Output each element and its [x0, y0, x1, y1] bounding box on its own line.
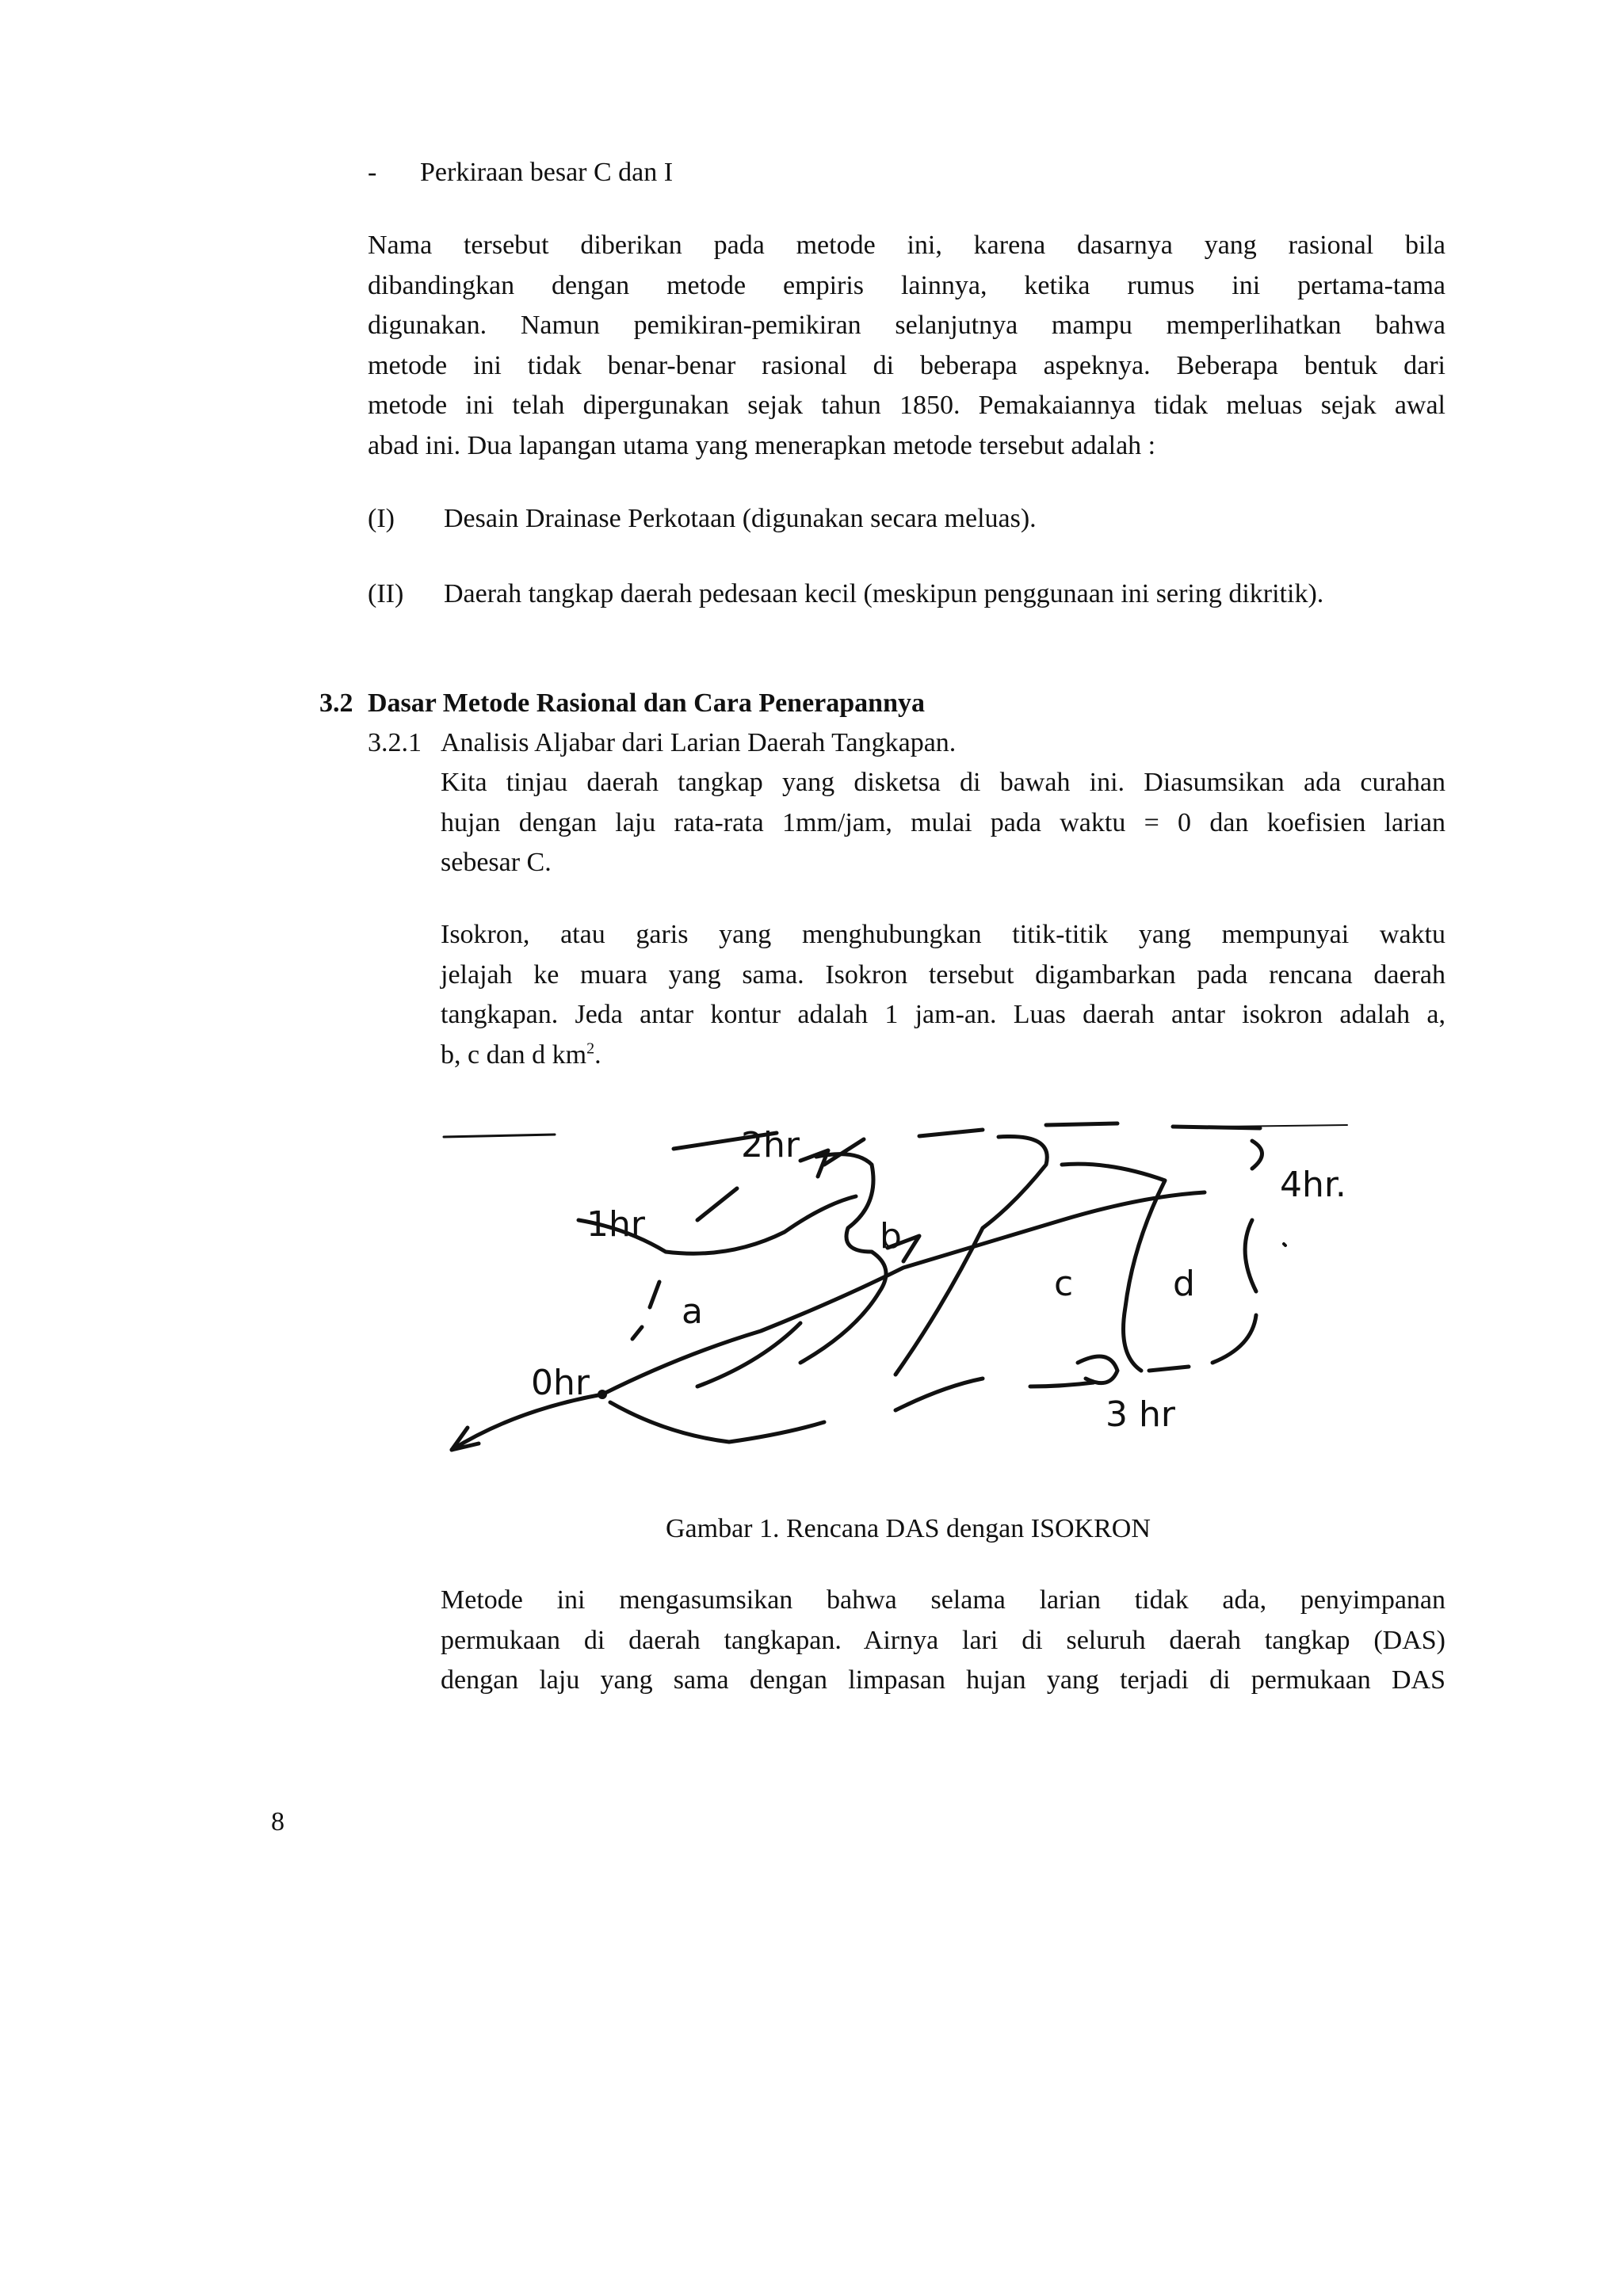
label-b: b — [880, 1216, 902, 1257]
subsection-title: Analisis Aljabar dari Larian Daerah Tangkapan. — [441, 728, 957, 757]
paragraph-intro — [368, 226, 1445, 466]
dot — [1284, 1244, 1285, 1245]
isochrone-3hr — [896, 1136, 1047, 1375]
boundary-dash — [1252, 1141, 1262, 1169]
stray-mark — [444, 1135, 555, 1137]
section-number: 3.2 — [319, 688, 353, 718]
label-1hr: 1hr — [586, 1204, 645, 1245]
text-line: metode ini tidak benar-benar rasional di beberapa aspeknya. Beberapa bentuk dari — [368, 350, 1445, 380]
boundary-dash — [919, 1130, 983, 1136]
label-d: d — [1173, 1264, 1195, 1304]
loop — [1078, 1356, 1117, 1383]
boundary-dash — [697, 1188, 737, 1220]
bullet-item — [368, 153, 1445, 193]
boundary-dash — [1149, 1367, 1189, 1371]
text-line: dibandingkan dengan metode empiris lainnya, ketika rumus ini pertama-tama — [368, 270, 1445, 300]
text-line: Kita tinjau daerah tangkap yang disketsa di bawah ini. Diasumsikan ada curahan — [441, 768, 1445, 797]
text-line — [441, 1035, 1445, 1076]
text-line: jelajah ke muara yang sama. Isokron tersebut digambarkan pada rencana daerah — [441, 959, 1445, 990]
section-title: Dasar Metode Rasional dan Cara Penerapannya — [368, 688, 925, 718]
figure-caption: Gambar 1. Rencana DAS dengan ISOKRON — [666, 1514, 1151, 1543]
text-line: Nama tersebut diberikan pada metode ini, karena dasarnya yang rasional bila — [368, 231, 1445, 260]
boundary-dash — [632, 1327, 642, 1339]
branch — [1030, 1383, 1094, 1386]
label-0hr: 0hr — [531, 1363, 590, 1403]
isochrone-4hr — [1062, 1164, 1165, 1371]
text-line: Isokron, atau garis yang menghubungkan titik-titik yang mempunyai waktu — [441, 920, 1445, 949]
bullet-text: Perkiraan besar C dan I — [420, 158, 674, 187]
boundary-dash — [650, 1282, 659, 1307]
isochrone-sketch — [428, 1101, 1411, 1482]
paragraph-isochrone — [441, 915, 1445, 1075]
list-number: (I) — [368, 504, 395, 533]
branch — [610, 1402, 824, 1442]
page-number: 8 — [271, 1807, 285, 1836]
text-line: dengan laju yang sama dengan limpasan hujan yang terjadi di permukaan DAS — [441, 1665, 1445, 1695]
list-text: Daerah tangkap daerah pedesaan kecil (meskipun penggunaan ini sering dikritik). — [444, 579, 1324, 608]
paragraph-catchment — [441, 763, 1445, 883]
label-c: c — [1054, 1264, 1074, 1304]
text-line: hujan dengan laju rata-rata 1mm/jam, mulai pada waktu = 0 dan koefisien larian — [441, 807, 1445, 837]
text-line: tangkapan. Jeda antar kontur adalah 1 jam-an. Luas daerah antar isokron adalah a, — [441, 1000, 1445, 1029]
outlet-point — [598, 1390, 607, 1399]
text-line: abad ini. Dua lapangan utama yang menerapkan metode tersebut adalah : — [368, 430, 1156, 460]
main-stream — [452, 1192, 1205, 1450]
boundary-dash — [824, 1139, 864, 1165]
section-heading — [319, 684, 1429, 724]
text-fragment: b, c dan d km — [441, 1039, 587, 1070]
boundary-dash — [1212, 1315, 1256, 1363]
text-line: permukaan di daerah tangkapan. Airnya lari di seluruh daerah tangkap (DAS) — [441, 1625, 1445, 1655]
label-3hr: 3 hr — [1106, 1394, 1175, 1435]
list-item — [368, 499, 1477, 540]
branch — [896, 1379, 983, 1410]
text-line: digunakan. Namun pemikiran-pemikiran selanjutnya mampu memperlihatkan bahwa — [368, 311, 1445, 340]
boundary-dash — [1245, 1220, 1256, 1291]
text-line: sebesar C. — [441, 848, 552, 877]
isochrone-2hr — [800, 1154, 886, 1363]
paragraph-assumption — [441, 1581, 1445, 1701]
text-line: metode ini telah dipergunakan sejak tahun 1850. Pemakaiannya tidak meluas sejak awal — [368, 391, 1445, 420]
boundary-dash — [1046, 1123, 1117, 1125]
bullet-dash: - — [368, 158, 377, 187]
list-text: Desain Drainase Perkotaan (digunakan secara meluas). — [444, 504, 1037, 533]
subsection-heading — [368, 723, 1477, 764]
text-fragment: . — [594, 1039, 601, 1070]
superscript: 2 — [586, 1039, 595, 1058]
boundary-dash — [1173, 1127, 1260, 1128]
list-number: (II) — [368, 579, 404, 608]
label-4hr: 4hr. — [1280, 1165, 1346, 1205]
text-line: Metode ini mengasumsikan bahwa selama larian tidak ada, penyimpanan — [441, 1585, 1445, 1615]
label-a: a — [682, 1291, 703, 1332]
label-2hr: 2hr — [741, 1125, 800, 1165]
subsection-number: 3.2.1 — [368, 728, 422, 757]
list-item — [368, 574, 1477, 615]
